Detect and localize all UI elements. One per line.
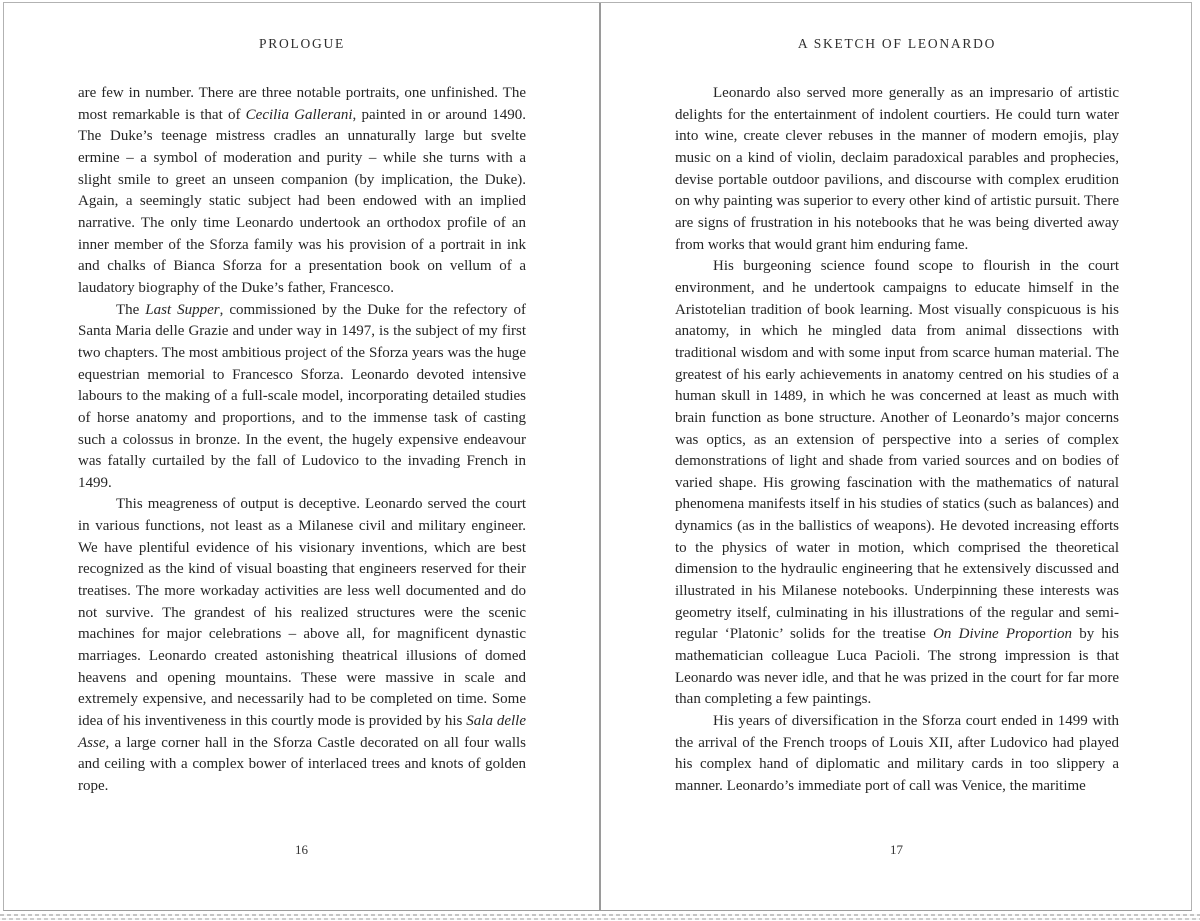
running-header-right: A SKETCH OF LEONARDO <box>797 36 997 51</box>
left-page-body <box>78 83 526 798</box>
gutter-divider <box>599 3 601 911</box>
paragraph: This meagreness of output is deceptive. Leonardo served the court in various functions, not least as a Milanese civil and military engineer. We have plentiful evidence of his visionary inventions, which are best recognized as the kind of visual boasting that engineers reserved for their treatises. The more workaday activities are less well documented and do not survive. The grandest of his realized structures were the scenic machines for major celebrations – above all, for magnificent dynastic marriages. Leonardo created astonishing theatrical illusions of domed heavens and opening mountains. These were massive in scale and extremely expensive, and necessarily had to be completed on time. Some idea of his inventiveness in this courtly mode is provided by his Sala delle Asse, a large corner hall in the Sforza Castle decorated on all four walls and ceiling with a complex bower of interlaced trees and knots of golden rope. <box>78 496 526 794</box>
paragraph: Leonardo also served more generally as an impresario of artistic delights for the entertainment of indolent courtiers. He could turn water into wine, create clever rebuses in the manner of modern emojis, play music on a kind of violin, declaim paradoxical parables and prophecies, devise portable outdoor pavilions, and discourse with complex erudition on why painting was superior to every other kind of artistic pursuit. There are signs of frustration in his notebooks that he was being diverted away from works that would grant him enduring fame. <box>675 85 1119 253</box>
page-number-right: 17 <box>890 842 903 857</box>
page-number-left: 16 <box>295 842 308 857</box>
page-left <box>4 3 599 910</box>
running-header-left: PROLOGUE <box>258 36 346 51</box>
page-right <box>601 3 1192 910</box>
page-edge-texture <box>0 911 1200 921</box>
paragraph: The Last Supper, commissioned by the Duke for the refectory of Santa Maria delle Grazie and under way in 1497, is the subject of my first two chapters. The most ambitious project of the Sforza years was the huge equestrian memorial to Francesco Sforza. Leonardo devoted intensive labours to the making of a full-scale model, incorporating detailed studies of horse anatomy and proportions, and to the immense task of casting such a colossus in bronze. In the event, the hugely expensive endeavour was fatally curtailed by the fall of Ludovico to the invading French in 1499. <box>78 301 526 491</box>
paragraph: His years of diversification in the Sforza court ended in 1499 with the arrival of the French troops of Louis XII, after Ludovico had played his complex hand of diplomatic and military cards in too slippery a manner. Leonardo’s immediate port of call was Venice, the maritime <box>675 713 1119 794</box>
paragraph: are few in number. There are three notable portraits, one unfinished. The most remarkable is that of Cecilia Gallerani, painted in or around 1490. The Duke’s teenage mistress cradles an unnaturally large but svelte ermine – a symbol of moderation and purity – while she turns with a slight smile to greet an unseen companion (by implication, the Duke). Again, a seemingly static subject had been endowed with an implied narrative. The only time Leonardo undertook an orthodox profile of an inner member of the Sforza family was his provision of a portrait in ink and chalks of Bianca Sforza for a presentation book on vellum of a laudatory biography of the Duke’s father, Francesco. <box>78 85 527 296</box>
paragraph: His burgeoning science found scope to flourish in the court environment, and he undertook campaigns to educate himself in the Aristotelian tradition of book learning. Most visually conspicuous is his anatomy, in which he mingled data from animal dissections with traditional wisdom and with some input from scarce human material. The greatest of his early achievements in anatomy centred on his studies of a human skull in 1489, in which he was concerned at least as much with brain function as bone structure. Another of Leonardo’s major concerns was optics, as an extension of perspective into a series of complex demonstrations of light and shade from varied sources and on bodies of varied shape. His growing fascination with the mathematics of natural phenomena manifests itself in his studies of statics (such as balances) and dynamics (as in the ballistics of weapons). He devoted increasing efforts to the physics of water in motion, which comprised the theoretical dimension to the hydraulic engineering that he extensively discussed and illustrated in his Milanese notebooks. Underpinning these interests was geometry itself, culminating in his illustrations of the regular and semi-regular ‘Platonic’ solids for the treatise On Divine Proportion by his mathematician colleague Luca Pacioli. The strong impression is that Leonardo was never idle, and that he was prized in the court for far more than completing a few paintings. <box>675 258 1119 708</box>
right-page-body <box>675 83 1119 798</box>
